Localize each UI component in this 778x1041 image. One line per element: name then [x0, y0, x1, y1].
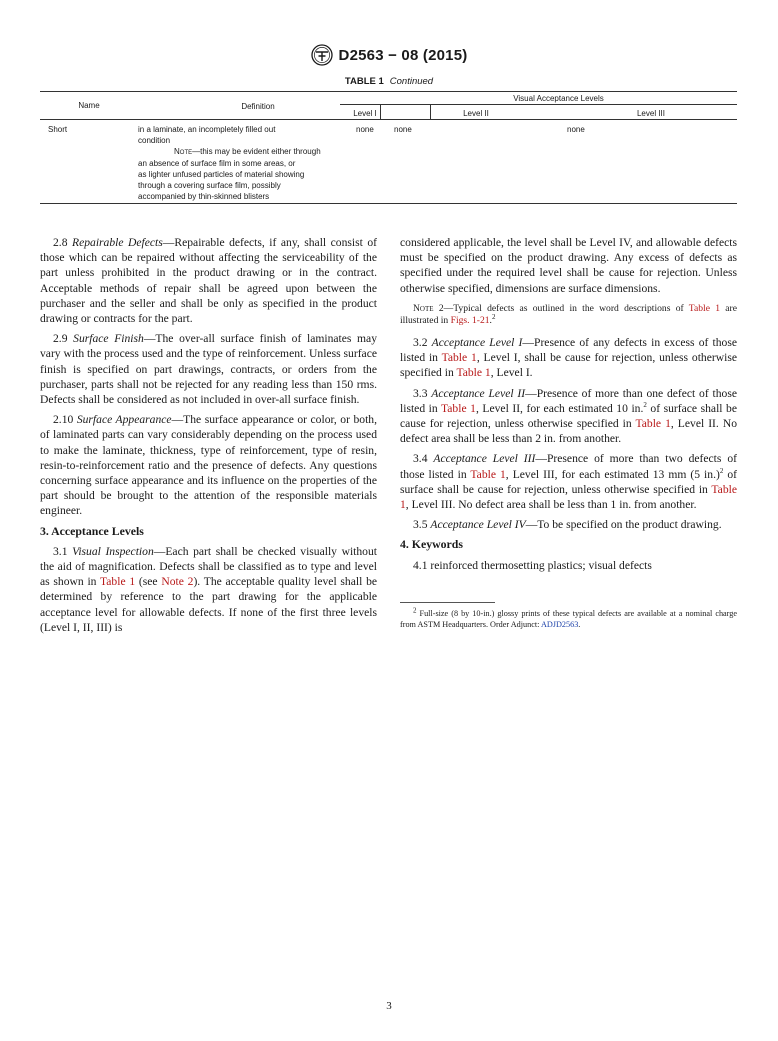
paragraph-text: —Presence of any defects in excess of those listed in — [400, 336, 738, 365]
section-title: Surface Finish — [73, 332, 144, 346]
section-title: Surface Appearance — [76, 413, 172, 427]
section-title: Acceptance Level II — [431, 386, 526, 400]
table-header-name: Name — [78, 101, 100, 110]
paragraph-text: of surface shall be cause for rejection, unless otherwise specified in — [400, 401, 737, 431]
table-1-link[interactable]: Table 1 — [100, 575, 136, 589]
adjunct-link[interactable]: ADJD2563 — [540, 619, 579, 629]
table-header-visual-acceptance-levels: Visual Acceptance Levels — [513, 94, 604, 103]
paragraph-text: , Level I, shall be cause for rejection, unless otherwise specified in — [400, 351, 737, 380]
table-header-level-3: Level III — [636, 109, 665, 118]
table-header-rule — [40, 119, 737, 120]
section-number: 3.4 — [413, 452, 428, 466]
paragraph-text: , Level III. No defect area shall be less than 1 in. from another. — [405, 498, 697, 512]
section-title: Repairable Defects — [72, 236, 163, 249]
footnote-ref[interactable]: 2 — [491, 313, 496, 322]
paragraph-2-9 — [40, 331, 377, 407]
note-text: as lighter unfused particles of material showing — [138, 169, 305, 179]
paragraph-text: —Presence of more than one defect of those listed in — [400, 386, 737, 415]
paragraph-text: , Level I. — [490, 366, 533, 380]
table-1-link[interactable]: Table 1 — [688, 302, 721, 314]
note-2-link[interactable]: Note 2 — [161, 575, 194, 589]
paragraph-text: , Level II, for each estimated 10 in. — [475, 401, 644, 415]
note-text: are illustrated in — [400, 302, 737, 327]
left-column — [40, 235, 377, 640]
section-number: 2.10 — [53, 413, 74, 427]
note-number: 2 — [438, 302, 444, 314]
table-row-level-2: none — [394, 125, 412, 134]
table-row-definition — [138, 124, 348, 202]
table-row-level-3: none — [567, 125, 585, 134]
section-title: Acceptance Level III — [433, 452, 536, 466]
paragraph-3-5 — [400, 517, 737, 532]
paragraph-3-2 — [400, 335, 737, 381]
table-1-link[interactable]: Table 1 — [470, 467, 506, 481]
defects-table — [40, 91, 737, 211]
section-number: 3.3 — [413, 386, 428, 400]
document-designation: D2563 − 08 (2015) — [338, 46, 468, 64]
note-text: —Typical defects as outlined in the word descriptions of — [443, 302, 689, 314]
paragraph-2-10 — [40, 412, 377, 518]
table-caption-continued: Continued — [389, 76, 434, 87]
paragraph-text: , Level III, for each estimated 13 mm (5 in.) — [505, 467, 720, 481]
paragraph-4-1: 4.1 reinforced thermosetting plastics; visual defects — [413, 558, 652, 572]
astm-logo-icon — [311, 44, 333, 66]
paragraph-3-1 — [40, 544, 377, 635]
footnote-marker: 2 — [413, 606, 417, 615]
section-title: Acceptance Level I — [431, 336, 523, 349]
note-text: . — [489, 315, 492, 327]
section-number: 3.2 — [413, 336, 428, 349]
paragraph-text: —Repairable defects, if any, shall consist of those which can be repaired without affecting the serviceability of the part unless prohibited in the product drawing or in the contract. Acceptable methods of repair shall be agreed upon between the purchaser and the seller and shall be only as specified in the product drawing or contracts for the part. — [40, 236, 377, 326]
note-label: Note — [413, 302, 434, 314]
spacer — [400, 578, 737, 592]
page-header — [0, 44, 778, 68]
table-1-link[interactable]: Table 1 — [441, 351, 477, 365]
section-number: 2.8 — [53, 236, 68, 249]
note-text: an absence of surface film in some areas, or — [138, 158, 296, 168]
table-bottom-rule — [40, 203, 737, 204]
table-row-name: Short — [48, 125, 68, 134]
section-heading-keywords: 4. Keywords — [400, 537, 463, 552]
note-2 — [400, 303, 737, 328]
footnote-rule — [400, 602, 495, 603]
table-header-level-1: Level I — [353, 109, 377, 118]
footnote-2 — [400, 608, 737, 630]
footnote-text: Full-size (8 by 10-in.) glossy prints of these typical defects are available at a nominal charge from ASTM Headquarters. Order Adjunct: — [400, 608, 737, 629]
section-title: Visual Inspection — [72, 544, 154, 558]
paragraph-text: —Presence of more than two defects of those listed in — [400, 452, 737, 481]
paragraph-3-4 — [400, 451, 737, 512]
paragraph-text: of surface shall be cause for rejection, unless otherwise specified in — [400, 467, 737, 496]
table-row-level-1: none — [356, 125, 374, 134]
table-group-rule — [340, 104, 737, 105]
section-number: 3.1 — [53, 544, 68, 558]
paragraph-text: —The over-all surface finish of laminates may vary with the process used and the type of reinforcement. Unless surface finish is specified on part drawings, contracts, or orders from the purchaser, parts shall not be rejected for any reading less than 150 rms. Defects shall be considered as not included in over-all surface finish. — [40, 332, 377, 407]
paragraph-3-3 — [400, 386, 737, 447]
figures-link[interactable]: Figs. 1-21 — [450, 315, 490, 327]
table-header-definition: Definition — [241, 102, 275, 111]
table-caption-label: TABLE 1 — [344, 76, 384, 87]
superscript: 2 — [719, 466, 724, 475]
paragraph-text: (see — [135, 575, 162, 589]
paragraph-3-1-continued: considered applicable, the level shall be Level IV, and allowable defects must be specified on the product drawing. Any excess of defects as specified under the required level shall be cause for rejection. Unless otherwise specified, dimensions are surface dimensions. — [400, 236, 737, 295]
paragraph-2-8 — [40, 235, 377, 326]
table-1-link[interactable]: Table 1 — [456, 366, 491, 380]
paragraph-text: —To be specified on the product drawing. — [525, 518, 722, 532]
note-text: accompanied by thin-skinned blisters — [138, 192, 270, 202]
table-caption — [0, 76, 778, 87]
section-number: 3.5 — [413, 518, 428, 532]
note-text: —this may be evident either through — [192, 147, 321, 157]
table-1-link[interactable]: Table 1 — [635, 417, 671, 431]
definition-text: condition — [138, 136, 171, 146]
note-text: through a covering surface film, possibly — [138, 181, 281, 191]
page-number: 3 — [386, 1000, 392, 1012]
right-column — [400, 235, 737, 635]
footnote-text: . — [578, 619, 581, 629]
definition-note — [138, 146, 348, 157]
paragraph-text: , Level II. No defect area shall be less than 2 in. from another. — [400, 417, 737, 446]
section-number: 2.9 — [53, 332, 68, 346]
paragraph-text: —Each part shall be checked visually without the aid of magnification. Defects shall be classified as to type and level as shown in — [40, 544, 377, 589]
table-top-rule — [40, 91, 737, 92]
table-header-level-2: Level II — [463, 109, 489, 118]
section-heading-acceptance-levels: 3. Acceptance Levels — [40, 523, 144, 538]
superscript: 2 — [643, 400, 647, 409]
paragraph-text: ). The acceptable quality level shall be determined by reference to the part drawing for the applicable acceptance level for allowable defects. If none of the first three levels (Level I, II, III) is — [40, 575, 378, 634]
section-title: Acceptance Level IV — [430, 518, 526, 532]
paragraph-text: —The surface appearance or color, or both, of laminated parts can vary considerably depending on the process used to make the laminate, thickness, type of reinforcement, type of resin, resin-to-reinforcement ratio and the presence of defects. Any questions concerning surface appearance and its influence on the properties of the part should be brought to the attention of the responsible materials engineer. — [40, 413, 378, 518]
table-1-link[interactable]: Table 1 — [441, 401, 476, 415]
definition-text: in a laminate, an incompletely filled out — [138, 125, 276, 134]
note-label: Note — [174, 147, 193, 157]
table-1-link[interactable]: Table 1 — [400, 482, 737, 512]
